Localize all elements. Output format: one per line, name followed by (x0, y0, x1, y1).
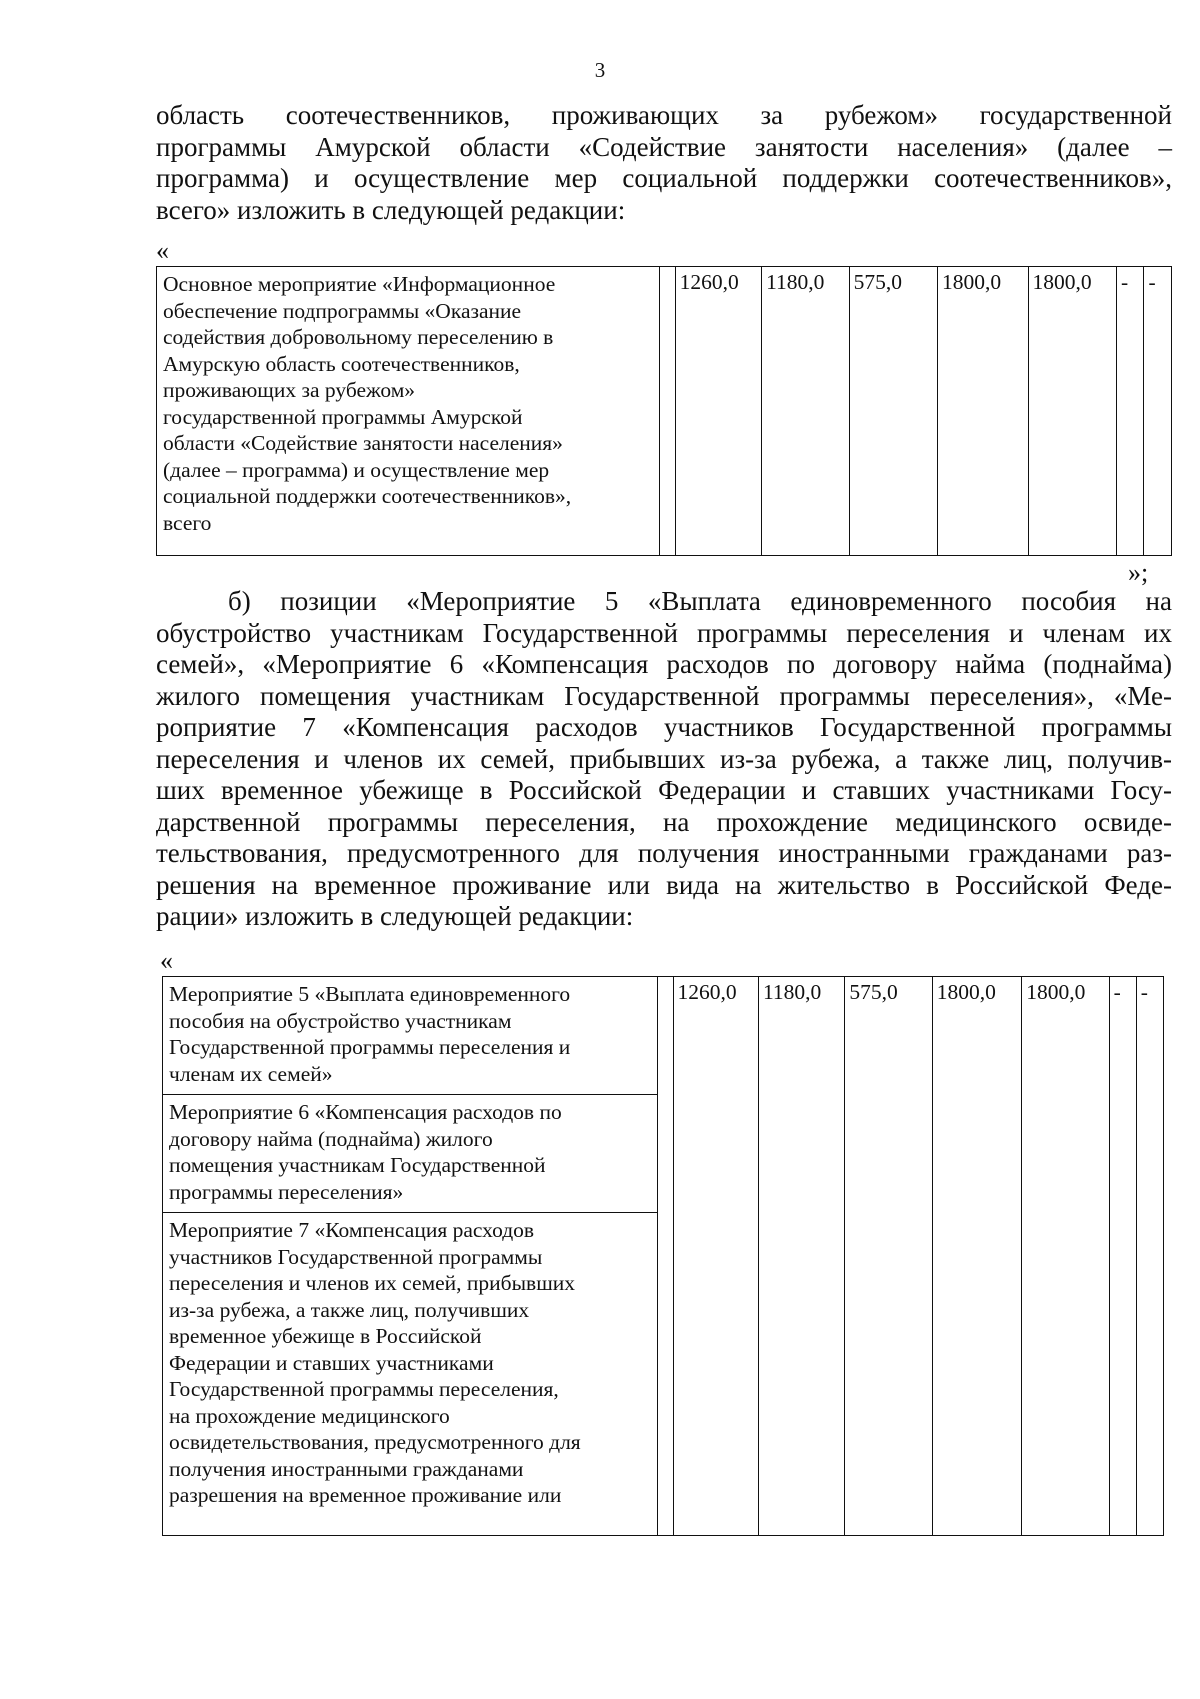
table-row (157, 267, 1172, 556)
open-quote-2: « (160, 946, 173, 975)
value-cell: 1260,0 (673, 977, 758, 1536)
text-line: программы Амурской области «Содействие занятости населения» (далее – (156, 131, 1172, 162)
cell-text: договору найма (поднайма) жилого (169, 1126, 493, 1151)
table-2-row-6-name (163, 1095, 658, 1213)
page-number: 3 (594, 58, 606, 82)
cell-text: области «Содействие занятости населения» (163, 431, 563, 455)
value-cell: - (1109, 977, 1136, 1536)
cell-text: государственной программы Амурской (163, 404, 523, 429)
cell-text: Мероприятие 5 «Выплата единовременного (169, 982, 571, 1006)
text-line: семей», «Мероприятие 6 «Компенсация расходов по договору найма (поднайма) (156, 649, 1172, 679)
table-2 (162, 976, 1164, 1536)
value-cell: 1180,0 (758, 977, 844, 1536)
value-cell: 1180,0 (762, 267, 849, 556)
value-cell: 575,0 (845, 977, 932, 1536)
value-cell: - (1117, 267, 1144, 556)
text-line: программа) и осуществление мер социальной поддержки соотечественников», (156, 163, 1172, 193)
cell-text: пособия на обустройство участникам (169, 1008, 512, 1033)
empty-cell (658, 977, 673, 1536)
text-line: рации» изложить в следующей редакции: (156, 901, 634, 931)
text-line: переселения и членов их семей, прибывших из-за рубежа, а также лиц, получив- (156, 743, 1172, 774)
cell-text: переселения и членов их семей, прибывших (169, 1271, 576, 1295)
text-line: всего» изложить в следующей редакции: (156, 194, 626, 225)
paragraph-b (156, 586, 1172, 933)
value-cell: 1800,0 (932, 977, 1021, 1536)
cell-text: социальной поддержки соотечественников», (163, 484, 572, 508)
text-line: роприятие 7 «Компенсация расходов участников Государственной программы (156, 712, 1172, 742)
cell-text: помещения участникам Государственной (169, 1153, 546, 1177)
value-cell: - (1136, 977, 1163, 1536)
cell-text: Амурскую область соотечественников, (163, 351, 520, 376)
text-line: обустройство участникам Государственной программы переселения и членам их (156, 617, 1172, 648)
cell-text: временное убежище в Российской (169, 1324, 482, 1348)
table-2-row-7-name (163, 1213, 658, 1536)
table-row (163, 977, 1164, 1095)
text-line: дарственной программы переселения, на прохождение медицинского освиде- (156, 806, 1172, 837)
cell-text: всего (163, 510, 212, 535)
value-cell: 1800,0 (938, 267, 1029, 556)
text-line: жилого помещения участникам Государственной программы переселения», «Ме- (156, 680, 1172, 711)
cell-text: Основное мероприятие «Информационное (163, 272, 556, 296)
value-cell: 1800,0 (1022, 977, 1109, 1536)
cell-text: Мероприятие 7 «Компенсация расходов (169, 1218, 535, 1242)
value-cell: 575,0 (849, 267, 937, 556)
cell-text: проживающих за рубежом» (163, 378, 416, 402)
close-quote-1: »; (1128, 558, 1149, 587)
cell-text: Федерации и ставших участниками (169, 1350, 494, 1375)
cell-text: участников Государственной программы (169, 1244, 543, 1269)
open-quote-1: « (156, 236, 169, 265)
cell-text: Мероприятие 6 «Компенсация расходов по (169, 1100, 562, 1124)
cell-text: членам их семей» (169, 1061, 333, 1086)
text-line: область соотечественников, проживающих за рубежом» государственной (156, 100, 1172, 130)
cell-text: Государственной программы переселения, (169, 1377, 559, 1401)
cell-text: содействия добровольному переселению в (163, 325, 554, 349)
value-cell: 1260,0 (675, 267, 761, 556)
value-cell: 1800,0 (1028, 267, 1116, 556)
empty-cell (660, 267, 675, 556)
intro-paragraph (156, 100, 1172, 226)
cell-text: программы переселения» (169, 1179, 404, 1204)
cell-text: обеспечение подпрограммы «Оказание (163, 298, 522, 323)
table-1-name-cell (157, 267, 660, 556)
text-line: решения на временное проживание или вида на жительство в Российской Феде- (156, 869, 1172, 900)
table-2-row-5-name (163, 977, 658, 1095)
cell-text: освидетельствования, предусмотренного для (169, 1430, 581, 1454)
value-cell: - (1144, 267, 1172, 556)
text-line: б) позиции «Мероприятие 5 «Выплата единовременного пособия на (228, 586, 1172, 616)
cell-text: получения иностранными гражданами (169, 1456, 524, 1481)
cell-text: (далее – программа) и осуществление мер (163, 457, 550, 482)
cell-text: Государственной программы переселения и (169, 1035, 571, 1059)
text-line: ших временное убежище в Российской Федерации и ставших участниками Госу- (156, 775, 1172, 805)
table-1 (156, 266, 1172, 556)
cell-text: на прохождение медицинского (169, 1403, 450, 1428)
text-line: тельствования, предусмотренного для получения иностранными гражданами раз- (156, 838, 1172, 868)
cell-text: из-за рубежа, а также лиц, получивших (169, 1297, 530, 1322)
cell-text: разрешения на временное проживание или (169, 1483, 562, 1507)
